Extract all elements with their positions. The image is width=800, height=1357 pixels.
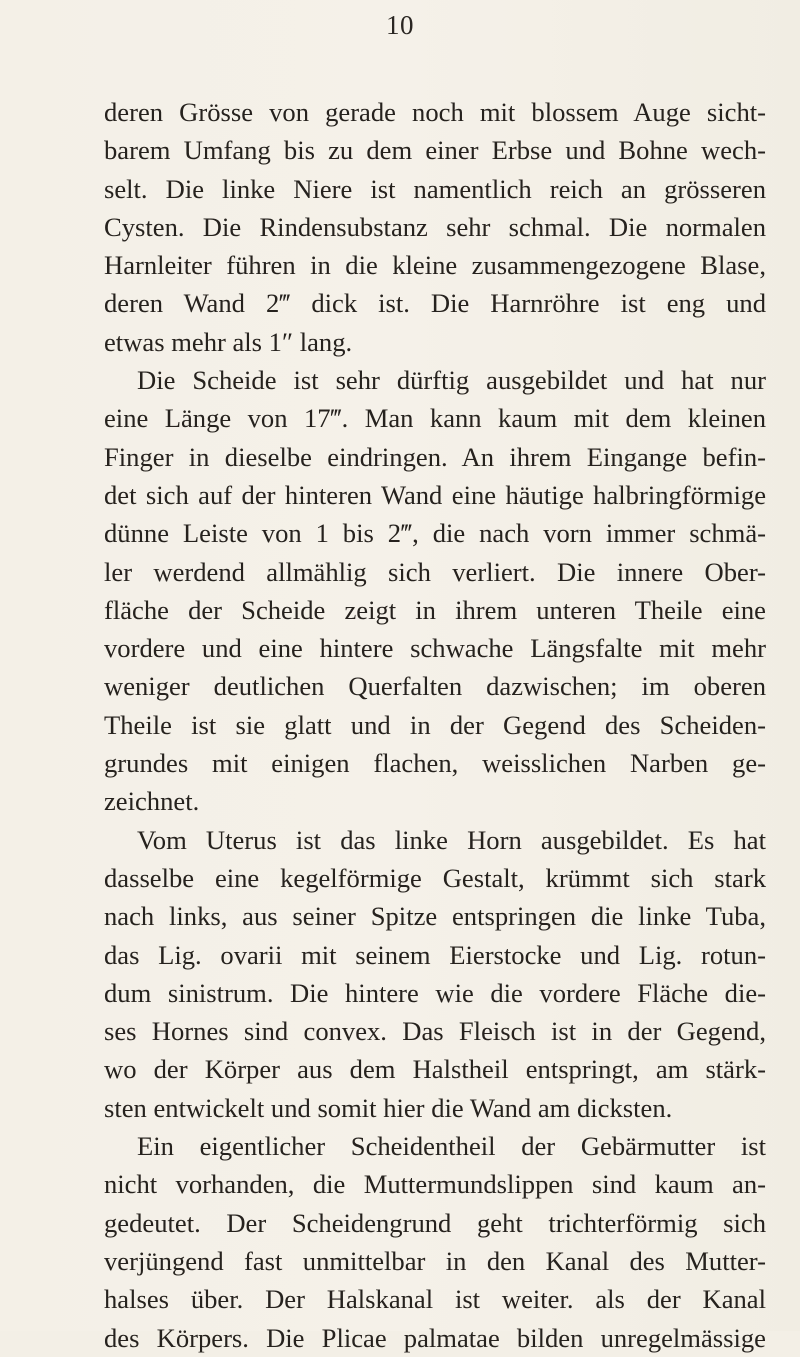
text-line: verjüngend fast unmittelbar in den Kanal des Mutter- — [104, 1245, 766, 1276]
text-line: dünne Leiste von 1 bis 2‴, die nach vorn immer schmä- — [104, 518, 766, 549]
text-line: des Körpers. Die Plicae palmatae bilden unregelmässige — [104, 1322, 766, 1353]
text-line: Cysten. Die Rindensubstanz sehr schmal. Die normalen — [104, 211, 766, 242]
text-line: halses über. Der Halskanal ist weiter. als der Kanal — [104, 1284, 766, 1315]
paragraph-2 — [104, 361, 766, 821]
text-line: sten entwickelt und somit hier die Wand am dicksten. — [104, 1092, 673, 1123]
text-line: barem Umfang bis zu dem einer Erbse und Bohne wech- — [104, 135, 766, 166]
page-number: 10 — [386, 10, 414, 40]
text-line: Harnleiter führen in die kleine zusammengezogene Blase, — [104, 250, 766, 281]
text-line: det sich auf der hinteren Wand eine häutige halbringförmige — [104, 479, 766, 510]
text-line: vordere und eine hintere schwache Längsfalte mit mehr — [104, 633, 766, 664]
text-line: dasselbe eine kegelförmige Gestalt, krümmt sich stark — [104, 862, 766, 893]
text-line: zeichnet. — [104, 786, 200, 817]
text-line: deren Wand 2‴ dick ist. Die Harnröhre ist eng und — [104, 288, 766, 319]
text-line: etwas mehr als 1″ lang. — [104, 326, 353, 357]
text-line: Finger in dieselbe eindringen. An ihrem Eingange befin- — [104, 441, 766, 472]
text-line: nach links, aus seiner Spitze entspringen die linke Tuba, — [104, 901, 766, 932]
text-line: gedeutet. Der Scheidengrund geht trichterförmig sich — [104, 1207, 766, 1238]
text-line: selt. Die linke Niere ist namentlich reich an grösseren — [104, 173, 766, 204]
text-line: Ein eigentlicher Scheidentheil der Gebärmutter ist — [137, 1131, 766, 1162]
text-line: deren Grösse von gerade noch mit blossem Auge sicht- — [104, 97, 766, 127]
text-line: Die Scheide ist sehr dürftig ausgebildet und hat nur — [137, 365, 766, 396]
text-line: Theile ist sie glatt und in der Gegend des Scheiden- — [104, 709, 766, 740]
text-line: wo der Körper aus dem Halstheil entspringt, am stärk- — [104, 1054, 766, 1085]
text-line: nicht vorhanden, die Muttermundslippen sind kaum an- — [104, 1169, 766, 1200]
paragraph-1 — [104, 93, 766, 361]
text-line: fläche der Scheide zeigt in ihrem unteren Theile eine — [104, 594, 766, 625]
paragraph-3 — [104, 821, 766, 1127]
text-line: dum sinistrum. Die hintere wie die vordere Fläche die- — [104, 977, 766, 1008]
text-line: das Lig. ovarii mit seinem Eierstocke und Lig. rotun- — [104, 939, 766, 970]
text-line: ses Hornes sind convex. Das Fleisch ist in der Gegend, — [104, 1016, 766, 1047]
body-text — [104, 93, 766, 1357]
text-line: ler werdend allmählig sich verliert. Die innere Ober- — [104, 556, 766, 587]
text-line: eine Länge von 17‴. Man kann kaum mit dem kleinen — [104, 403, 766, 434]
paragraph-4 — [104, 1127, 766, 1357]
text-line: grundes mit einigen flachen, weisslichen Narben ge- — [104, 748, 766, 779]
text-line: weniger deutlichen Querfalten dazwischen; im oberen — [104, 671, 766, 702]
text-line: Vom Uterus ist das linke Horn ausgebildet. Es hat — [137, 824, 766, 855]
